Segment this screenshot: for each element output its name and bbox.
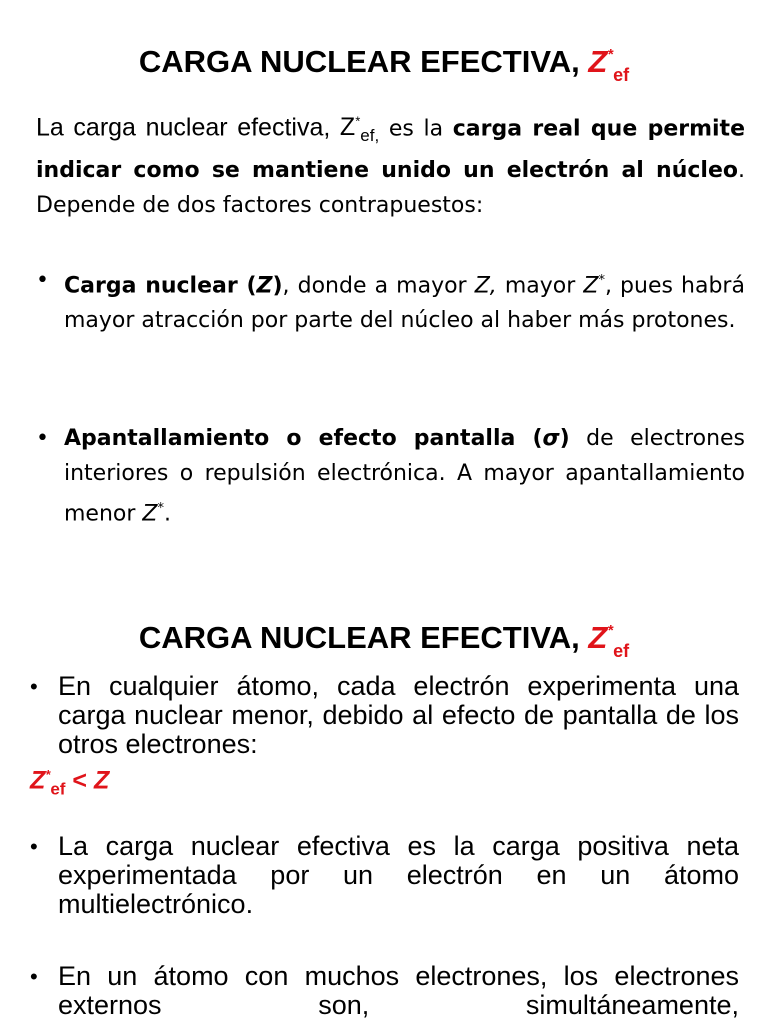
bullet-icon: •: [36, 268, 49, 293]
bullet-icon: •: [30, 964, 38, 989]
slide-2-title: [0, 620, 768, 660]
list-item: • En cualquier átomo, cada electrón experimenta una carga nuclear menor, debido al efecto de pantalla de los otros electrones: $Z^*_{ef} < Z$: [30, 672, 739, 805]
bullet-list-5: [30, 962, 739, 1020]
bullet-list-3: [30, 672, 739, 805]
list-item: • En un átomo con muchos electrones, los electrones externos son, simultáneamente,: [30, 961, 739, 1020]
list-item: • Carga nuclear (Z), donde a mayor Z, mayor Z*, pues habrá mayor atracción por parte del núcleo al haber más protones.: [36, 263, 745, 338]
zef-symbol: $Z^*_{ef}$: [588, 44, 630, 86]
intro-paragraph: La carga nuclear efectiva, $Z^*_{ef,}$ es la carga real que permite indicar como se mantiene unido un electrón al núcleo. Depende de dos factores contrapuestos:: [36, 113, 745, 219]
slide-1-title: [0, 44, 768, 84]
list-item: • La carga nuclear efectiva es la carga positiva neta experimentada por un electrón en un átomo multielectrónico.: [30, 831, 739, 919]
title-text: CARGA NUCLEAR EFECTIVA,: [138, 620, 580, 655]
bullet-icon: •: [36, 426, 49, 451]
formula-zef-less-than-z: $Z^*_{ef} < Z$: [30, 766, 110, 799]
title-text: CARGA NUCLEAR EFECTIVA,: [138, 44, 580, 79]
slide-2: [0, 600, 768, 1024]
bullet-list-2: [36, 421, 745, 531]
bullet-list-1: [36, 263, 745, 338]
list-item: • Apantallamiento o efecto pantalla (σ) de electrones interiores o repulsión electrónica. A mayor apantallamiento menor Z*.: [36, 421, 745, 531]
zef-symbol: $Z^*_{ef}$: [588, 620, 630, 662]
bullet-list-4: [30, 832, 739, 919]
bullet-icon: •: [30, 834, 38, 859]
bullet-icon: •: [30, 674, 38, 699]
